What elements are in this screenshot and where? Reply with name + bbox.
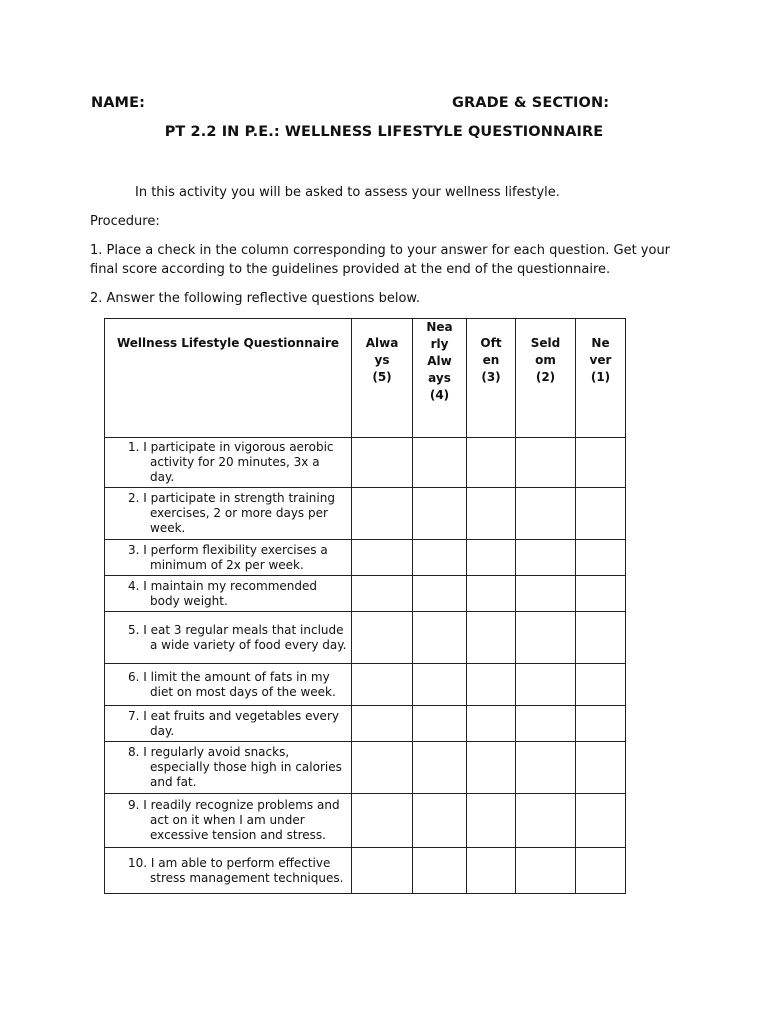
column-label: Never (1) [589, 336, 612, 384]
answer-cell-col-3[interactable] [467, 438, 516, 488]
procedure-step-2: 2. Answer the following reflective questions below. [90, 291, 420, 306]
table-row [105, 488, 626, 540]
answer-cell-col-4[interactable] [516, 540, 576, 576]
question-text: 2. I participate in strength training exercises, 2 or more days per week. [128, 491, 335, 535]
answer-cell-col-3[interactable] [467, 706, 516, 742]
table-row [105, 438, 626, 488]
question-text: 9. I readily recognize problems and act on it when I am under excessive tension and stress. [128, 798, 340, 842]
answer-cell-col-5[interactable] [576, 540, 626, 576]
answer-cell-col-4[interactable] [516, 794, 576, 848]
answer-cell-col-4[interactable] [516, 664, 576, 706]
answer-cell-col-3[interactable] [467, 664, 516, 706]
table-header-nearly-always [413, 319, 467, 438]
question-text: 4. I maintain my recommended body weight. [128, 578, 317, 608]
answer-cell-col-3[interactable] [467, 576, 516, 612]
answer-cell-col-5[interactable] [576, 612, 626, 664]
table-header-always [352, 319, 413, 438]
answer-cell-col-5[interactable] [576, 488, 626, 540]
answer-cell-col-4[interactable] [516, 848, 576, 894]
answer-cell-col-5[interactable] [576, 664, 626, 706]
table-row [105, 706, 626, 742]
answer-cell-col-5[interactable] [576, 438, 626, 488]
table-header-seldom [516, 319, 576, 438]
column-label: Always (5) [365, 336, 399, 384]
answer-cell-col-1[interactable] [352, 848, 413, 894]
question-text: 6. I limit the amount of fats in my diet on most days of the week. [128, 669, 336, 699]
table-header-row [105, 319, 626, 438]
intro-text: In this activity you will be asked to assess your wellness lifestyle. [135, 185, 560, 200]
answer-cell-col-1[interactable] [352, 794, 413, 848]
question-cell [105, 664, 352, 706]
answer-cell-col-3[interactable] [467, 488, 516, 540]
question-text: 5. I eat 3 regular meals that include a wide variety of food every day. [128, 622, 347, 652]
answer-cell-col-2[interactable] [413, 706, 467, 742]
name-label: NAME: [91, 95, 145, 111]
answer-cell-col-4[interactable] [516, 612, 576, 664]
answer-cell-col-5[interactable] [576, 576, 626, 612]
answer-cell-col-3[interactable] [467, 742, 516, 794]
answer-cell-col-2[interactable] [413, 848, 467, 894]
question-cell [105, 488, 352, 540]
answer-cell-col-2[interactable] [413, 742, 467, 794]
answer-cell-col-1[interactable] [352, 612, 413, 664]
table-row [105, 576, 626, 612]
question-text: 7. I eat fruits and vegetables every day. [128, 708, 339, 738]
answer-cell-col-2[interactable] [413, 488, 467, 540]
table-header-often [467, 319, 516, 438]
answer-cell-col-2[interactable] [413, 540, 467, 576]
answer-cell-col-1[interactable] [352, 540, 413, 576]
table-header-questionnaire: Wellness Lifestyle Questionnaire [105, 319, 352, 438]
answer-cell-col-3[interactable] [467, 540, 516, 576]
answer-cell-col-1[interactable] [352, 706, 413, 742]
answer-cell-col-2[interactable] [413, 664, 467, 706]
answer-cell-col-2[interactable] [413, 438, 467, 488]
answer-cell-col-5[interactable] [576, 848, 626, 894]
answer-cell-col-5[interactable] [576, 794, 626, 848]
answer-cell-col-2[interactable] [413, 612, 467, 664]
question-cell [105, 612, 352, 664]
question-cell [105, 576, 352, 612]
answer-cell-col-1[interactable] [352, 742, 413, 794]
answer-cell-col-2[interactable] [413, 794, 467, 848]
question-text: 3. I perform flexibility exercises a minimum of 2x per week. [128, 542, 328, 572]
procedure-label: Procedure: [90, 214, 160, 229]
grade-section-label: GRADE & SECTION: [452, 95, 610, 111]
question-text: 10. I am able to perform effective stress management techniques. [128, 855, 344, 885]
answer-cell-col-3[interactable] [467, 848, 516, 894]
answer-cell-col-5[interactable] [576, 742, 626, 794]
column-label: Often (3) [480, 336, 502, 384]
answer-cell-col-4[interactable] [516, 576, 576, 612]
question-cell [105, 848, 352, 894]
column-label: Nearly Always (4) [426, 320, 453, 402]
answer-cell-col-2[interactable] [413, 576, 467, 612]
answer-cell-col-4[interactable] [516, 742, 576, 794]
answer-cell-col-1[interactable] [352, 438, 413, 488]
answer-cell-col-4[interactable] [516, 706, 576, 742]
page-title: PT 2.2 IN P.E.: WELLNESS LIFESTYLE QUESTIONNAIRE [164, 124, 604, 140]
question-cell [105, 794, 352, 848]
table-row [105, 612, 626, 664]
question-cell [105, 742, 352, 794]
column-label: Seldom (2) [530, 336, 561, 384]
table-row [105, 742, 626, 794]
answer-cell-col-1[interactable] [352, 664, 413, 706]
question-cell [105, 540, 352, 576]
table-header-never [576, 319, 626, 438]
table-row [105, 664, 626, 706]
procedure-step-1: 1. Place a check in the column corresponding to your answer for each question. Get your final score according to the guidelines provided at the end of the questionnaire. [90, 243, 671, 277]
question-cell [105, 438, 352, 488]
answer-cell-col-3[interactable] [467, 794, 516, 848]
question-text: 8. I regularly avoid snacks, especially those high in calories and fat. [128, 745, 342, 789]
answer-cell-col-4[interactable] [516, 488, 576, 540]
question-cell [105, 706, 352, 742]
answer-cell-col-1[interactable] [352, 576, 413, 612]
answer-cell-col-5[interactable] [576, 706, 626, 742]
question-text: 1. I participate in vigorous aerobic activity for 20 minutes, 3x a day. [128, 440, 334, 484]
table-row [105, 540, 626, 576]
table-row [105, 848, 626, 894]
answer-cell-col-3[interactable] [467, 612, 516, 664]
questionnaire-table [104, 318, 626, 894]
table-row [105, 794, 626, 848]
answer-cell-col-4[interactable] [516, 438, 576, 488]
answer-cell-col-1[interactable] [352, 488, 413, 540]
